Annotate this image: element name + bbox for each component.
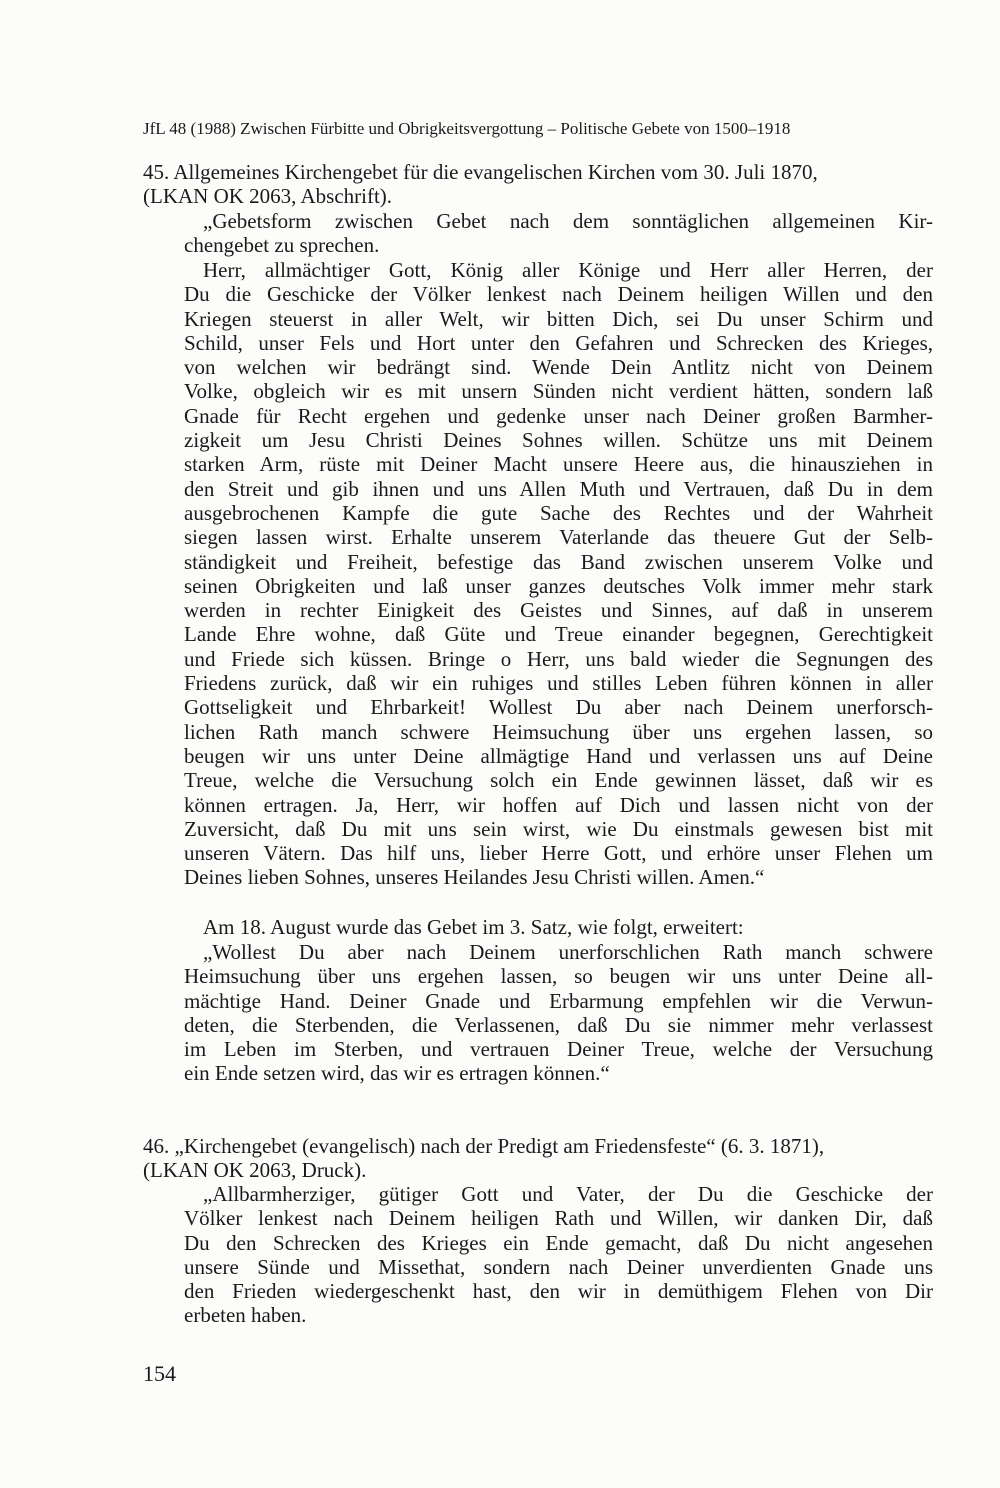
text-line: Lande Ehre wohne, daß Güte und Treue einander begegnen, Gerechtigkeit: [184, 622, 933, 647]
text-line: Am 18. August wurde das Gebet im 3. Satz, wie folgt, erweitert:: [203, 915, 744, 939]
text-line: Schild, unser Fels und Hort unter den Gefahren und Schrecken des Krieges,: [184, 330, 933, 355]
text-line: mächtige Hand. Deiner Gnade und Erbarmung empfehlen wir die Verwun-: [184, 988, 933, 1013]
text-line: Deines lieben Sohnes, unseres Heilandes Jesu Christi willen. Amen.“: [184, 865, 765, 890]
entry-45-prayer: [184, 258, 933, 890]
entry-46-source: (LKAN OK 2063, Druck).: [143, 1158, 367, 1182]
text-line: Gnade für Recht ergehen und gedenke unser nach Deiner großen Barmher-: [184, 403, 933, 428]
text-line: „Allbarmherziger, gütiger Gott und Vater, der Du die Geschicke der: [203, 1182, 933, 1206]
text-line: lichen Rath manch schwere Heimsuchung über uns ergehen lassen, so: [184, 719, 933, 744]
page-number: 154: [143, 1361, 176, 1386]
entry-45-source: (LKAN OK 2063, Abschrift).: [143, 184, 393, 208]
entry-45-intro: [184, 209, 933, 258]
text-line: unseren Vätern. Das hilf uns, lieber Herre Gott, und erhöre unser Flehen um: [184, 841, 933, 866]
text-line: ein Ende setzen wird, das wir es ertragen können.“: [184, 1061, 610, 1086]
text-line: unsere Sünde und Missethat, sondern nach Deiner unverdienten Gnade uns: [184, 1254, 933, 1279]
text-line: Herr, allmächtiger Gott, König aller Könige und Herr aller Herren, der: [203, 258, 933, 282]
text-line: Friedens zurück, daß wir ein ruhiges und stilles Leben führen können in aller: [184, 671, 933, 696]
text-line: „Wollest Du aber nach Deinem unerforschlichen Rath manch schwere: [203, 940, 933, 964]
text-line: den Frieden wiedergeschenkt hast, den wir in demüthigem Flehen von Dir: [184, 1279, 933, 1304]
text-line: können ertragen. Ja, Herr, wir hoffen auf Dich und lassen nicht von der: [184, 792, 933, 817]
text-line: ausgebrochenen Kampfe die gute Sache des Rechtes und der Wahrheit: [184, 500, 933, 525]
text-line: zigkeit um Jesu Christi Deines Sohnes willen. Schütze uns mit Deinem: [184, 428, 933, 453]
text-line: den Streit und gib ihnen und uns Allen Muth und Vertrauen, daß Du in dem: [184, 476, 933, 501]
text-line: Kriegen steuerst in aller Welt, wir bitten Dich, sei Du unser Schirm und: [184, 306, 933, 331]
text-line: chengebet zu sprechen.: [184, 233, 380, 258]
text-line: Gottseligkeit und Ehrbarkeit! Wollest Du aber nach Deinem unerforsch-: [184, 695, 933, 720]
text-line: und Friede sich küssen. Bringe o Herr, uns bald wieder die Segnungen des: [184, 646, 933, 671]
entry-45-addition: [184, 940, 933, 1086]
text-line: Volke, obgleich wir es mit unsern Sünden nicht verdient hätten, sondern laß: [184, 379, 933, 404]
text-line: starken Arm, rüste mit Deiner Macht unsere Heere aus, die hinausziehen in: [184, 452, 933, 477]
text-line: Du die Geschicke der Völker lenkest nach Deinem heiligen Willen und den: [184, 282, 933, 307]
text-line: siegen lassen wirst. Erhalte unserem Vaterlande das theuere Gut der Selb-: [184, 525, 933, 550]
text-line: Völker lenkest nach Deinem heiligen Rath und Willen, wir danken Dir, daß: [184, 1206, 933, 1231]
entry-46-prayer: [184, 1182, 933, 1328]
running-head: JfL 48 (1988) Zwischen Fürbitte und Obrigkeitsvergottung – Politische Gebete von 1500–1918: [143, 119, 791, 138]
text-line: seinen Obrigkeiten und laß unser ganzes deutsches Volk immer mehr stark: [184, 573, 933, 598]
text-line: Heimsuchung über uns ergehen lassen, so beugen wir uns unter Deine all-: [184, 964, 933, 989]
entry-45-note: [184, 915, 933, 939]
text-line: deten, die Sterbenden, die Verlassenen, daß Du sie nimmer mehr verlassest: [184, 1012, 933, 1037]
text-line: ständigkeit und Freiheit, befestige das Band zwischen unserem Volke und: [184, 549, 933, 574]
text-line: Zuversicht, daß Du mit uns sein wirst, wie Du einstmals gewesen bist mit: [184, 816, 933, 841]
text-line: beugen wir uns unter Deine allmägtige Hand und verlassen uns auf Deine: [184, 743, 933, 768]
text-line: werden in rechter Einigkeit des Geistes und Sinnes, auf daß in unserem: [184, 598, 933, 623]
entry-45-heading: 45. Allgemeines Kirchengebet für die evangelischen Kirchen vom 30. Juli 1870,: [143, 160, 818, 184]
text-line: von welchen wir bedrängt sind. Wende Dein Antlitz nicht von Deinem: [184, 355, 933, 380]
entry-46-heading: 46. „Kirchengebet (evangelisch) nach der Predigt am Friedensfeste“ (6. 3. 1871),: [143, 1134, 825, 1158]
text-line: Treue, welche die Versuchung solch ein Ende gewinnen lässet, daß wir es: [184, 768, 933, 793]
text-line: „Gebetsform zwischen Gebet nach dem sonntäglichen allgemeinen Kir-: [203, 209, 933, 233]
text-line: im Leben im Sterben, und vertrauen Deiner Treue, welche der Versuchung: [184, 1037, 933, 1062]
text-line: erbeten haben.: [184, 1303, 307, 1328]
text-line: Du den Schrecken des Krieges ein Ende gemacht, daß Du nicht angesehen: [184, 1230, 933, 1255]
